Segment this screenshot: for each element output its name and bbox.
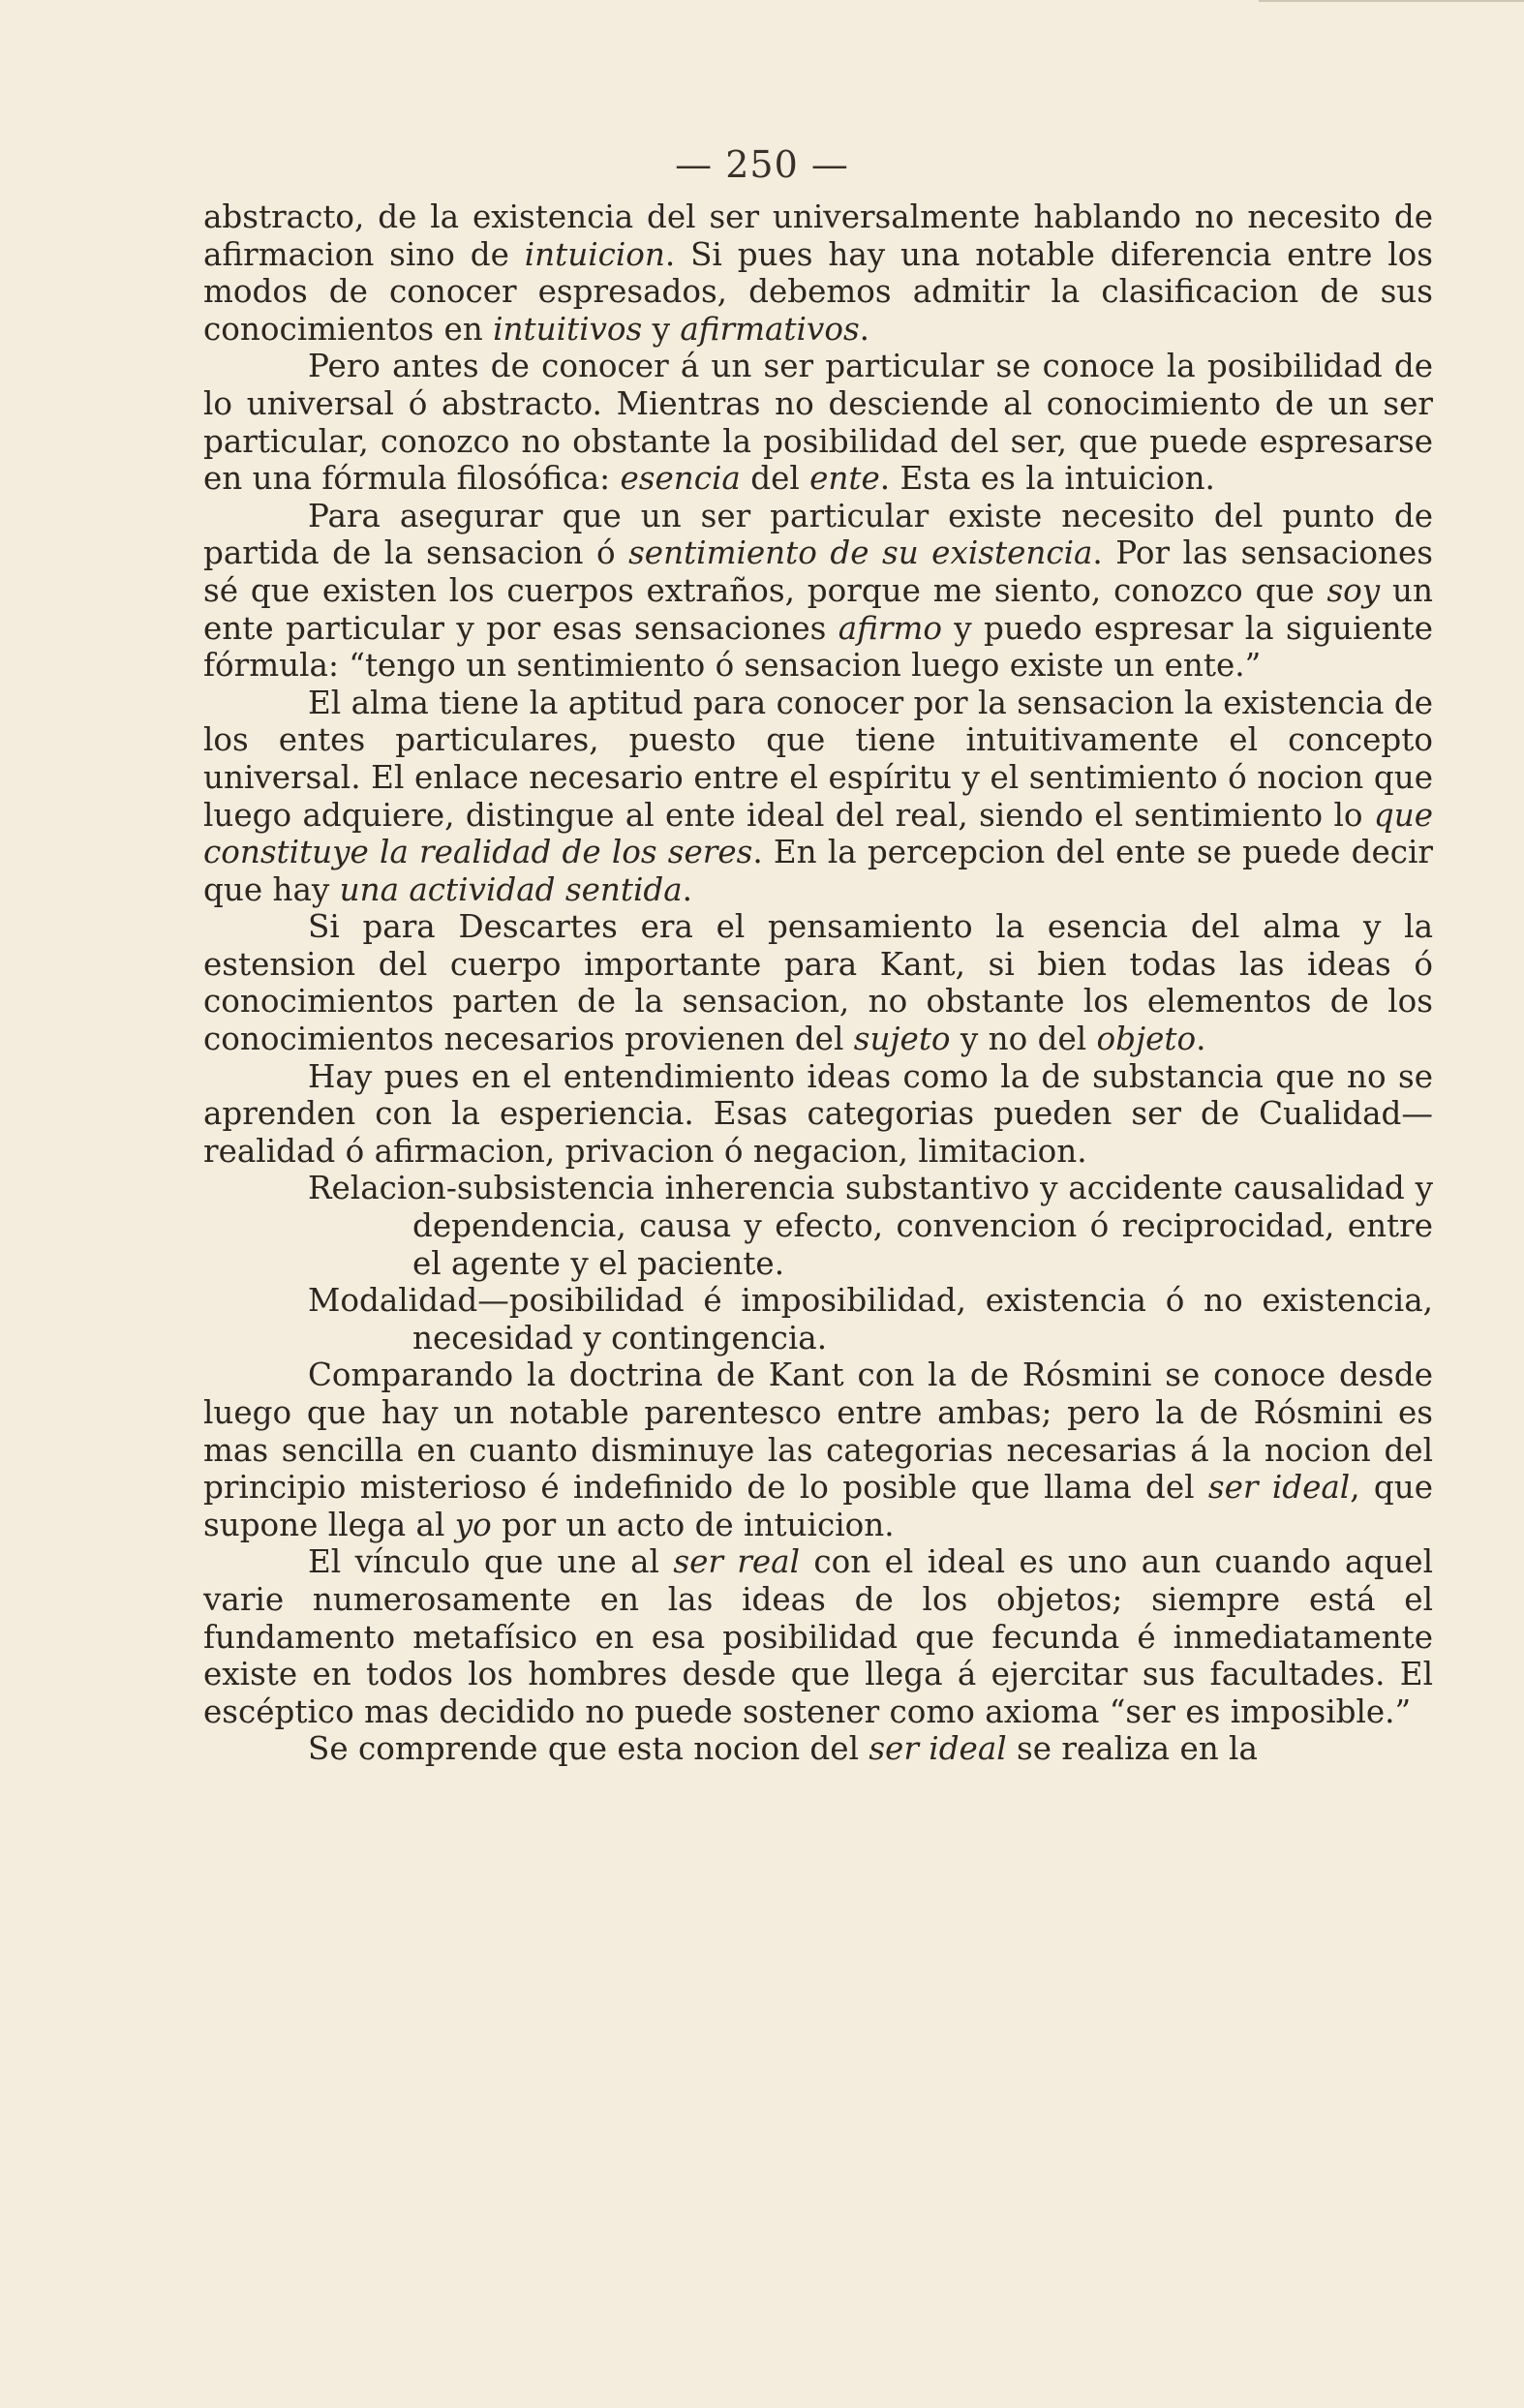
text-run: con el ideal es uno aun cuando aquel varie numerosamente en las ideas de los objetos; siempre está el fundamento metafísico en esa posibilidad que fecunda é inmediatamente existe en todos los hombres desde que llega á ejercitar sus facultades. El escéptico mas decidido no puede sostener como axioma “ser es imposible.” [203, 1543, 1433, 1730]
paragraph-3 [203, 498, 1433, 685]
body-text [203, 198, 1433, 1768]
italic-text: esencia [620, 460, 741, 498]
text-run: y puedo espresar la siguiente fórmula: “tengo un sentimiento ó sensacion luego existe un ente.” [203, 609, 1433, 685]
italic-text: ser ideal [1207, 1469, 1351, 1507]
paragraph-1 [203, 198, 1433, 348]
paragraph-6 [203, 1058, 1433, 1171]
text-run: del [740, 460, 810, 498]
italic-text: soy [1326, 571, 1381, 609]
italic-text: intuitivos [493, 310, 643, 348]
text-run: Relacion-subsistencia inherencia substantivo y accidente causalidad y dependencia, causa y efecto, convencion ó reciprocidad, entre el agente y el paciente. [308, 1170, 1433, 1282]
text-run: Se comprende que esta nocion del [308, 1730, 869, 1768]
paragraph-4 [203, 685, 1433, 909]
text-run: Si para Descartes era el pensamiento la esencia del alma y la estension del cuerpo importante para Kant, si bien todas las ideas ó conocimientos parten de la sensacion, no obstante los elementos de los conocimientos necesarios provienen del [203, 908, 1433, 1058]
italic-text: sujeto [853, 1021, 951, 1058]
paragraph-2 [203, 348, 1433, 497]
paragraph-8 [203, 1282, 1433, 1356]
paragraph-10 [203, 1543, 1433, 1730]
text-run: abstracto, de la existencia del ser universalmente hablando no necesito de afirmacion sino de [203, 198, 1433, 273]
italic-text: ser ideal [869, 1730, 1007, 1768]
text-run: . [682, 870, 693, 908]
text-run: y no del [950, 1021, 1097, 1058]
text-run: El alma tiene la aptitud para conocer por la sensacion la existencia de los entes particulares, puesto que tiene intuitivamente el concepto universal. El enlace necesario entre el espíritu y el sentimiento ó nocion que luego adquiere, distingue al ente ideal del real, siendo el sentimiento lo [203, 684, 1433, 834]
paragraph-11 [203, 1730, 1433, 1768]
italic-text: que constituye la realidad de los seres [203, 796, 1433, 871]
text-run: , que supone llega al [203, 1469, 1434, 1543]
italic-text: yo [454, 1506, 492, 1543]
text-run: Pero antes de conocer á un ser particular se conoce la posibilidad de lo universal ó abstracto. Mientras no desciende al conocimiento de un ser particular, conozco no obstante la posibilidad del ser, que puede espresarse en una fórmula filosófica: [203, 348, 1433, 498]
text-run: Para asegurar que un ser particular existe necesito del punto de partida de la sensacion ó [203, 497, 1433, 572]
italic-text: intuicion [524, 235, 665, 273]
page-edge-rule [1259, 0, 1524, 2]
paragraph-9 [203, 1356, 1433, 1543]
italic-text: ente [809, 460, 880, 498]
text-run: . Esta es la intuicion. [879, 460, 1215, 498]
text-run: Modalidad—posibilidad é imposibilidad, existencia ó no existencia, necesidad y contingencia. [308, 1282, 1433, 1356]
paragraph-5 [203, 908, 1433, 1057]
text-run: . Si pues hay una notable diferencia entre los modos de conocer espresados, debemos admitir la clasificacion de sus conocimientos en [203, 235, 1433, 348]
italic-text: objeto [1096, 1021, 1197, 1058]
text-run: un ente particular y por esas sensaciones [203, 571, 1434, 647]
text-run: . [859, 310, 870, 348]
italic-text: una actividad sentida [339, 870, 683, 908]
italic-text: sentimiento de su existencia [628, 534, 1093, 572]
text-run: El vínculo que une al [308, 1543, 674, 1581]
italic-text: afirmativos [680, 310, 860, 348]
page-number: — 250 — [675, 143, 849, 186]
italic-text: ser real [673, 1543, 801, 1581]
text-run: y [642, 310, 681, 348]
text-run: por un acto de intuicion. [491, 1506, 895, 1543]
italic-text: afirmo [838, 609, 942, 647]
text-run: . En la percepcion del ente se puede decir que hay [203, 834, 1433, 908]
paragraph-7 [203, 1170, 1433, 1282]
text-run: . Por las sensaciones sé que existen los cuerpos extraños, porque me siento, conozco que [203, 534, 1433, 609]
text-run: se realiza en la [1006, 1730, 1258, 1768]
text-run: Comparando la doctrina de Kant con la de Rósmini se conoce desde luego que hay un notable parentesco entre ambas; pero la de Rósmini es mas sencilla en cuanto disminuye las categorias necesarias á la nocion del principio misterioso é indefinido de lo posible que llama del [203, 1356, 1433, 1507]
text-run: . [1196, 1021, 1206, 1058]
text-run: Hay pues en el entendimiento ideas como la de substancia que no se aprenden con la esperiencia. Esas categorias pueden ser de Cualidad—realidad ó afirmacion, privacion ó negacion, limitacion. [203, 1057, 1433, 1170]
